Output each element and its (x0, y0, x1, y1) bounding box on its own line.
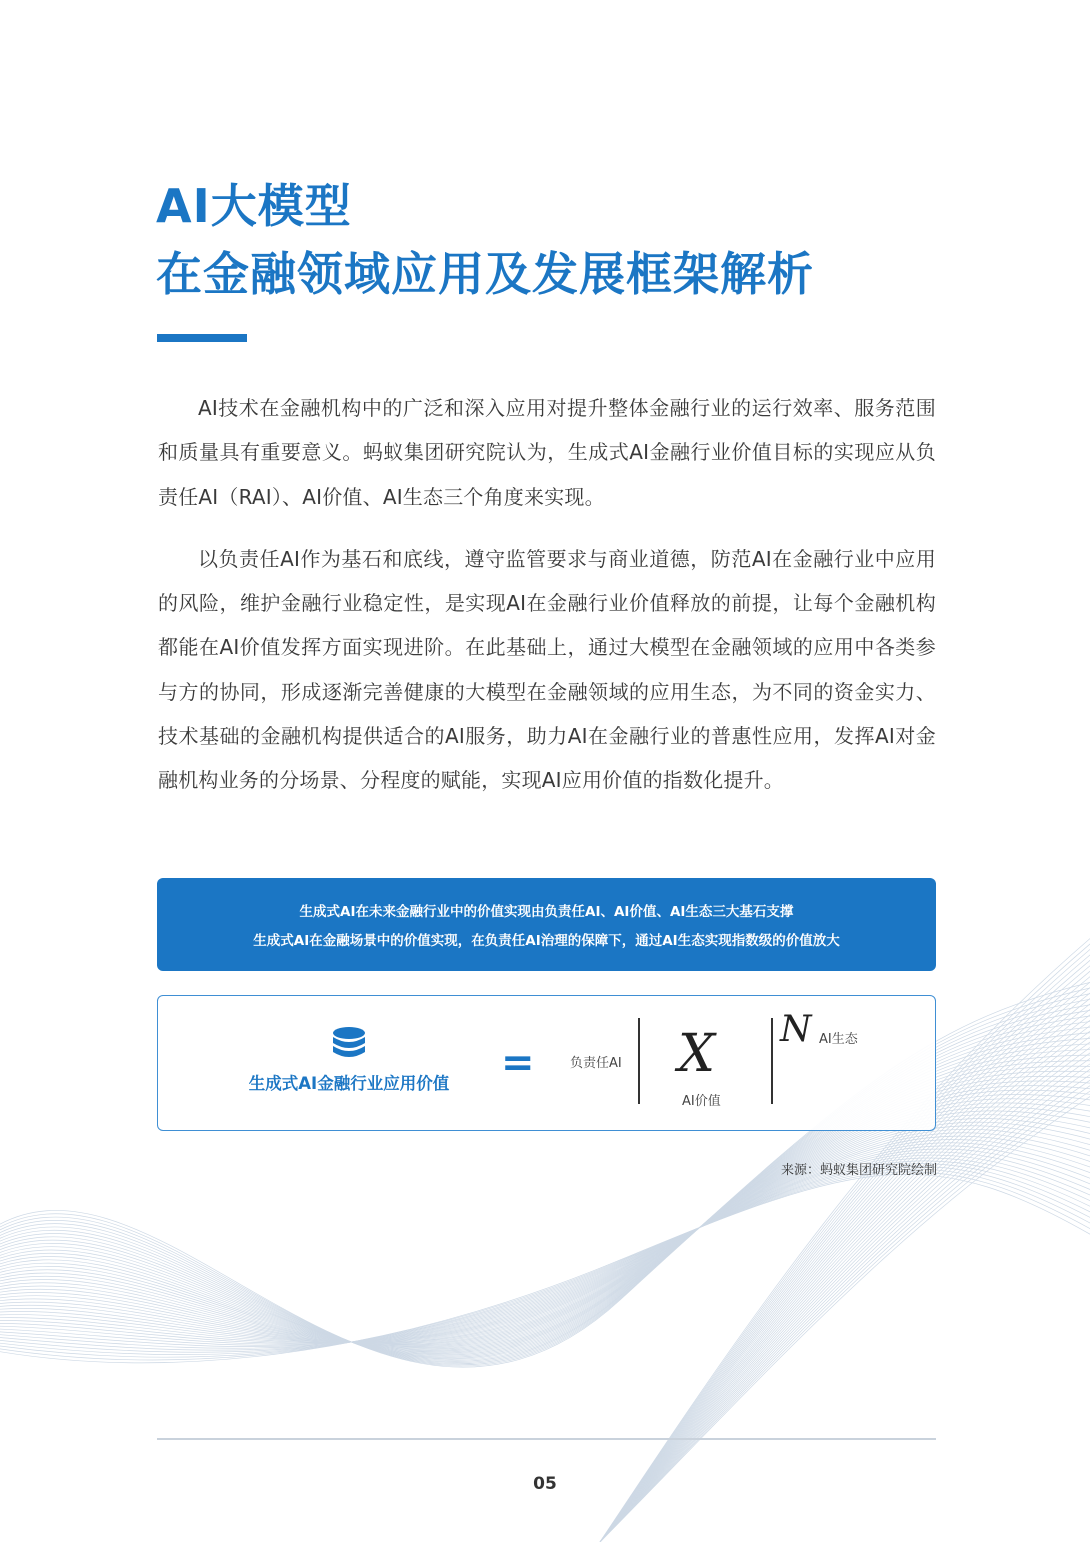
paragraph-2: 以负责任AI作为基石和底线，遵守监管要求与商业道德，防范AI在金融行业中应用的风险，维护金融行业稳定性，是实现AI在金融行业价值释放的前提，让每个金融机构都能在AI价值发挥方面实现进阶。在此基础上，通过大模型在金融领域的应用中各类参与方的协同，形成逐渐完善健康的大模型在金融领域的应用生态，为不同的资金实力、技术基础的金融机构提供适合的AI服务，助力AI在金融行业的普惠性应用，发挥AI对金融机构业务的分场景、分程度的赋能，实现AI应用价值的指数化提升。 (158, 546, 936, 793)
formula-term-rai: 负责任AI (570, 1056, 622, 1071)
banner-line-1: 生成式AI在未来金融行业中的价值实现由负责任AI、AI价值、AI生态三大基石支撑 (299, 904, 794, 920)
formula-divider-1 (638, 1018, 640, 1104)
formula-divider-2 (771, 1018, 773, 1104)
formula-symbol-n: N (780, 1009, 812, 1050)
source-note: 来源：蚂蚁集团研究院绘制 (780, 1163, 937, 1178)
formula-lhs-label: 生成式AI金融行业应用价值 (248, 1074, 450, 1093)
page-number: 05 (533, 1474, 557, 1494)
page-title (156, 172, 814, 308)
banner-line-2: 生成式AI在金融场景中的价值实现，在负责任AI治理的保障下，通过AI生态实现指数级的价值放大 (253, 933, 840, 949)
formula-term-eco: AI生态 (819, 1032, 858, 1047)
value-formula-box (157, 995, 936, 1131)
paragraph-1: AI技术在金融机构中的广泛和深入应用对提升整体金融行业的运行效率、服务范围和质量具有重要意义。蚂蚁集团研究院认为，生成式AI金融行业价值目标的实现应从负责任AI（RAI）、AI价值、AI生态三个角度来实现。 (158, 396, 936, 509)
summary-banner (157, 878, 936, 971)
footer-divider (157, 1438, 936, 1440)
formula-symbol-x: X (678, 1024, 716, 1084)
formula-term-value: AI价值 (682, 1094, 721, 1109)
page-title-line-1: AI大模型 (156, 179, 352, 233)
database-icon (330, 1026, 368, 1064)
title-underline (157, 334, 247, 342)
body-text (158, 386, 936, 821)
page-title-line-2: 在金融领域应用及发展框架解析 (156, 247, 814, 301)
equals-sign: = (501, 1040, 535, 1086)
